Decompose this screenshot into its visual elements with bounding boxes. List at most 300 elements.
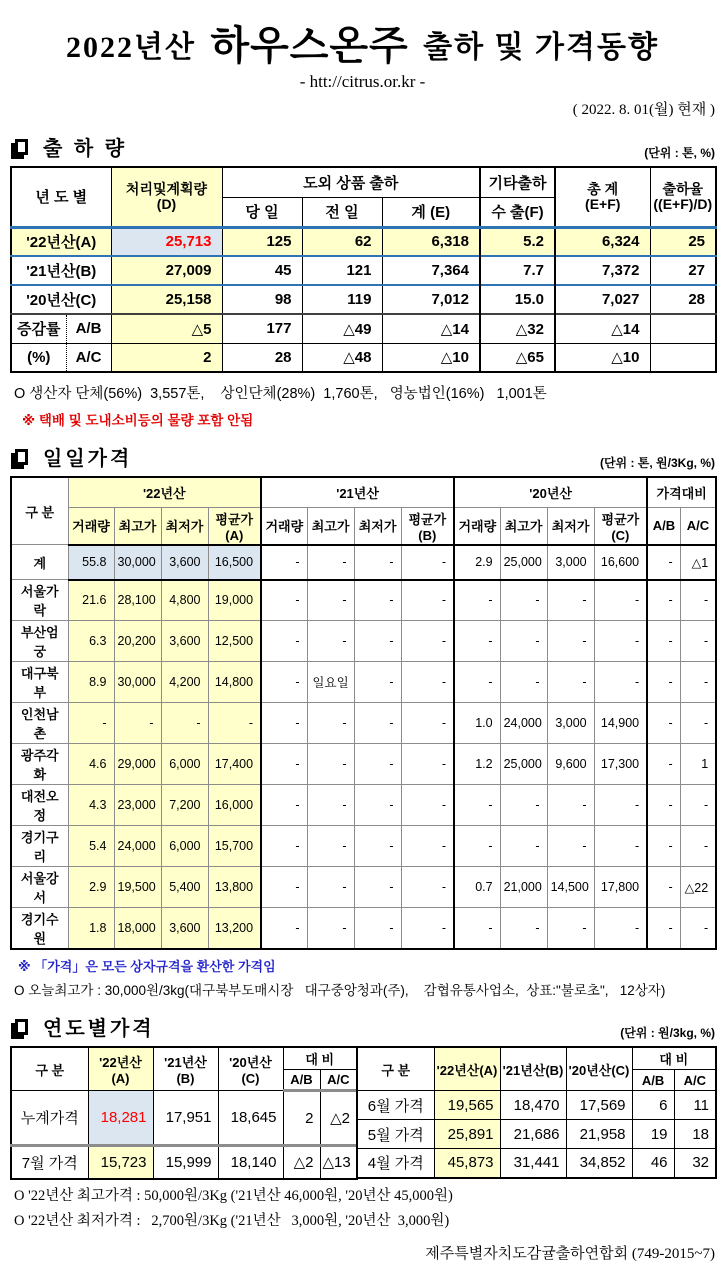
shipment-section-header [10,132,715,161]
cell: 30,000 [114,545,161,580]
cell: 2 [283,1091,320,1146]
row-label: 계 [11,545,68,580]
row-label: '22년산(A) [11,227,111,256]
daily-table-body [11,545,716,950]
cell: - [307,580,354,621]
col-today: 당 일 [222,197,302,227]
cell: - [594,785,647,826]
col-low-21: 최저가 [354,507,401,545]
daily-market-row [11,744,716,785]
cell: - [307,545,354,580]
col-2020: '20년산(C) [566,1047,632,1091]
cell: 15,700 [208,826,261,867]
cell: - [261,908,307,950]
cell: 2 [111,343,222,372]
row-sublabel: A/C [66,343,111,372]
group-2022: '22년산 [68,477,261,507]
col-rate-line1: 출하율 [662,181,704,198]
cell: - [500,662,547,703]
cell: - [680,703,716,744]
yearly-table-left [10,1046,358,1180]
cell: 32 [674,1149,716,1178]
producer-note: O 생산자 단체(56%) 3,557톤, 상인단체(28%) 1,760톤, 영농법인(16%) 1,001톤 [14,386,547,402]
daily-market-row [11,908,716,950]
cell: - [354,662,401,703]
row-label: '21년산(B) [11,256,111,285]
cell: 7.7 [480,256,555,285]
cell: 31,441 [500,1149,566,1178]
cell: - [307,703,354,744]
cell: 18,281 [88,1091,153,1146]
shipment-title-text: 출 하 량 [43,138,128,160]
cell: 17,300 [594,744,647,785]
row-april [357,1149,716,1178]
cell: - [547,826,594,867]
cell: 1.2 [454,744,500,785]
cell: - [307,826,354,867]
cell: - [401,785,454,826]
cell: - [647,703,680,744]
daily-total-row [11,545,716,580]
cell: 2.9 [454,545,500,580]
row-label: 5월 가격 [357,1120,434,1149]
col-total-line2: (E+F) [585,195,621,212]
cell: - [261,580,307,621]
cell: 6,318 [382,227,480,256]
cell: - [261,744,307,785]
shipment-row-2021 [11,256,716,285]
row-july [11,1146,357,1179]
cell: - [68,703,114,744]
cell: 119 [302,285,382,314]
col-total [555,167,650,227]
cell: - [547,908,594,950]
cell: 2.9 [68,867,114,908]
daily-market-row [11,785,716,826]
cell: 6,000 [161,826,208,867]
organization: 제주특별자치도감귤출하연합회 (749-2015~7) [425,1245,715,1262]
col-2021: '21년산(B) [500,1047,566,1091]
title-suffix: 출하 및 가격동향 [423,31,659,64]
max-price-note: O '22년산 최고가격 : 50,000원/3Kg ('21년산 46,000원, '20년산 45,000원) [14,1187,453,1204]
col-category: 구 분 [11,1047,88,1091]
row-label: '20년산(C) [11,285,111,314]
cell: 28 [650,285,716,314]
cell: 24,000 [500,703,547,744]
daily-market-row [11,826,716,867]
cell: 19,000 [208,580,261,621]
cell: 16,000 [208,785,261,826]
daily-market-row [11,621,716,662]
cell: 18,470 [500,1091,566,1120]
cell: - [307,621,354,662]
cell: - [594,908,647,950]
col-plan-line1: 처리및계획량 [125,181,208,198]
row-label: 경기구리 [11,826,68,867]
col-volume-20: 거래량 [454,507,500,545]
cell: 13,800 [208,867,261,908]
cell: 12,500 [208,621,261,662]
group-compare: 가격대비 [647,477,716,507]
cell: 4,200 [161,662,208,703]
row-label: 인천남촌 [11,703,68,744]
cell: 7,200 [161,785,208,826]
cell: △32 [480,314,555,343]
cell: - [401,621,454,662]
cell: - [401,867,454,908]
cell: - [354,785,401,826]
col-ab: A/B [647,507,680,545]
cell: - [261,621,307,662]
shipment-table [10,166,717,373]
cell: - [401,908,454,950]
cell: △22 [680,867,716,908]
cell: - [208,703,261,744]
col-ab: A/B [632,1070,674,1091]
cell: - [307,785,354,826]
col-2021: '21년산(B) [153,1047,218,1091]
cell: - [547,785,594,826]
min-price-note: O '22년산 최저가격 : 2,700원/3Kg ('21년산 3,000원, '20년산 3,000원) [14,1212,450,1229]
exclusion-note: ※ 택배 및 도내소비등의 물량 포함 안됨 [22,413,254,428]
cell: 29,000 [114,744,161,785]
yearly-unit: (단위 : 원/3kg, %) [620,1026,715,1040]
cell: 27 [650,256,716,285]
cell: 125 [222,227,302,256]
cell: 7,364 [382,256,480,285]
cell: △14 [382,314,480,343]
daily-section-title [10,442,132,471]
col-outbound-group: 도외 상품 출하 [222,167,480,197]
cell: 9,600 [547,744,594,785]
square-bullet-icon [15,139,28,155]
col-2020: '20년산(C) [218,1047,283,1091]
cell: - [261,785,307,826]
cell: 30,000 [114,662,161,703]
cell: 8.9 [68,662,114,703]
cell: - [500,826,547,867]
cell: △10 [555,343,650,372]
cell: 24,000 [114,826,161,867]
cell: 7,012 [382,285,480,314]
cell: 3,600 [161,621,208,662]
cell: 18,645 [218,1091,283,1146]
shipment-row-2020 [11,285,716,314]
cell: - [401,580,454,621]
cell: - [261,867,307,908]
col-2022: '22년산(A) [88,1047,153,1091]
row-label: 서울가락 [11,580,68,621]
cell: 13,200 [208,908,261,950]
col-sum: 계 (E) [382,197,480,227]
shipment-row-2022 [11,227,716,256]
row-label: 경기수원 [11,908,68,950]
shipment-unit: (단위 : 톤, %) [644,146,715,160]
cell: - [261,662,307,703]
cell: 25,713 [111,227,222,256]
row-label: 부산엄궁 [11,621,68,662]
cell: 17,951 [153,1091,218,1146]
cell: - [647,826,680,867]
col-rate [650,167,716,227]
col-market: 구 분 [11,477,68,545]
cell: 5.2 [480,227,555,256]
shipment-row-change-ac [11,343,716,372]
cell: - [500,580,547,621]
group-2020: '20년산 [454,477,647,507]
cell: - [594,662,647,703]
cell: 11 [674,1091,716,1120]
col-high-22: 최고가 [114,507,161,545]
cell: 21.6 [68,580,114,621]
cell: △49 [302,314,382,343]
cell: 28,100 [114,580,161,621]
col-etc: 기타출하 [480,167,555,197]
cell: - [680,621,716,662]
cell: 19,500 [114,867,161,908]
cell: △65 [480,343,555,372]
row-sublabel: A/B [66,314,111,343]
col-ac: A/C [674,1070,716,1091]
col-ac: A/C [680,507,716,545]
cell: 45 [222,256,302,285]
cell: 16,600 [594,545,647,580]
cell: 21,000 [500,867,547,908]
cell: - [500,621,547,662]
cell: - [354,580,401,621]
row-cumulative [11,1091,357,1146]
row-label: 4월 가격 [357,1149,434,1178]
cell: 28 [222,343,302,372]
cell: 45,873 [434,1149,500,1178]
yearly-section-title [10,1012,155,1041]
cell: 62 [302,227,382,256]
cell: - [261,703,307,744]
cell: 18,140 [218,1146,283,1179]
col-prevday: 전 일 [302,197,382,227]
cell: △2 [283,1146,320,1179]
daily-section-header [10,442,715,471]
cell: - [647,744,680,785]
cell: △48 [302,343,382,372]
today-high-note: O 오늘최고가 : 30,000원/3kg(대구북부도매시장 대구중앙청과(주), 감협유통사업소, 상표:"불로초", 12상자) [14,983,666,998]
col-high-20: 최고가 [500,507,547,545]
cell: 4.3 [68,785,114,826]
row-label: 서울강서 [11,867,68,908]
col-plan-line2: (D) [156,195,177,212]
yearly-section-header [10,1012,715,1041]
cell: - [401,662,454,703]
cell: - [307,867,354,908]
daily-price-table [10,476,717,950]
cell: - [500,908,547,950]
cell: 19,565 [434,1091,500,1120]
cell: 7,027 [555,285,650,314]
cell: - [454,908,500,950]
cell: 6 [632,1091,674,1120]
cell: 17,569 [566,1091,632,1120]
cell: 20,200 [114,621,161,662]
cell: - [354,744,401,785]
cell: 121 [302,256,382,285]
cell: - [454,621,500,662]
cell: 25 [650,227,716,256]
title-product: 하우스온주 [210,24,409,68]
daily-market-row [11,703,716,744]
cell: - [500,785,547,826]
cell: 4,800 [161,580,208,621]
cell: 34,852 [566,1149,632,1178]
cell: 14,500 [547,867,594,908]
cell: - [547,580,594,621]
cell: 5.4 [68,826,114,867]
cell: 3,600 [161,545,208,580]
col-high-21: 최고가 [307,507,354,545]
row-label: 증감률 [11,314,66,343]
cell: - [454,580,500,621]
cell: 14,900 [594,703,647,744]
row-june [357,1091,716,1120]
col-ac: A/C [320,1070,357,1091]
shipment-section-title [10,132,127,161]
daily-market-row [11,662,716,703]
cell: - [454,785,500,826]
cell: 3,600 [161,908,208,950]
square-bullet-icon [15,449,28,465]
daily-market-row [11,580,716,621]
cell: 4.6 [68,744,114,785]
yearly-title-text: 연도별가격 [43,1018,155,1040]
cell: - [354,867,401,908]
row-label: 6월 가격 [357,1091,434,1120]
col-low-20: 최저가 [547,507,594,545]
cell: 25,158 [111,285,222,314]
cell: - [594,580,647,621]
cell: 55.8 [68,545,114,580]
cell: 15,723 [88,1146,153,1179]
col-plan [111,167,222,227]
cell: - [594,621,647,662]
cell: - [354,826,401,867]
row-label: 7월 가격 [11,1146,88,1179]
cell: 6,000 [161,744,208,785]
cell: 21,958 [566,1120,632,1149]
cell: △13 [320,1146,357,1179]
col-avg-21: 평균가(B) [401,507,454,545]
cell: 98 [222,285,302,314]
cell: - [647,908,680,950]
cell: 일요일 [307,662,354,703]
cell: - [401,744,454,785]
cell: - [680,785,716,826]
cell [650,343,716,372]
cell: 25,000 [500,545,547,580]
cell: 16,500 [208,545,261,580]
cell: 25,000 [500,744,547,785]
cell: - [261,826,307,867]
cell: - [647,621,680,662]
cell: - [647,580,680,621]
title-year: 2022년산 [66,31,196,64]
cell: △10 [382,343,480,372]
cell: - [547,621,594,662]
row-may [357,1120,716,1149]
cell: △1 [680,545,716,580]
as-of-date: ( 2022. 8. 01(월) 현재 ) [572,102,715,118]
yearly-tables [10,1046,715,1180]
shipment-row-change-ab [11,314,716,343]
row-label: 대구북부 [11,662,68,703]
cell: - [354,703,401,744]
cell: - [354,908,401,950]
daily-unit: (단위 : 톤, 원/3Kg, %) [599,456,715,470]
cell: 0.7 [454,867,500,908]
col-rate-line2: ((E+F)/D) [653,195,713,212]
col-compare: 대 비 [632,1047,716,1070]
col-year: 년 도 별 [11,167,111,227]
row-label: 광주각화 [11,744,68,785]
site-url: - htt://citrus.or.kr - [299,72,426,91]
cell: △14 [555,314,650,343]
col-low-22: 최저가 [161,507,208,545]
cell: 1.8 [68,908,114,950]
cell: △2 [320,1091,357,1146]
cell: 19 [632,1120,674,1149]
cell: - [647,785,680,826]
col-total-line1: 총 계 [587,181,619,198]
col-ab: A/B [283,1070,320,1091]
cell: 3,000 [547,703,594,744]
cell [650,314,716,343]
cell: - [680,662,716,703]
cell: 14,800 [208,662,261,703]
row-label: (%) [11,343,66,372]
cell: - [401,545,454,580]
col-volume-21: 거래량 [261,507,307,545]
cell: - [161,703,208,744]
group-2021: '21년산 [261,477,454,507]
cell: 15,999 [153,1146,218,1179]
page-title [10,14,715,71]
col-2022: '22년산(A) [434,1047,500,1091]
yearly-table-right [356,1046,717,1179]
cell: - [594,826,647,867]
cell: - [307,908,354,950]
row-label: 대전오정 [11,785,68,826]
cell: 6.3 [68,621,114,662]
cell: - [354,621,401,662]
cell: - [680,826,716,867]
cell: - [680,580,716,621]
row-label: 누계가격 [11,1091,88,1146]
cell: 27,009 [111,256,222,285]
cell: - [401,826,454,867]
col-volume-22: 거래량 [68,507,114,545]
cell: 6,324 [555,227,650,256]
cell: 23,000 [114,785,161,826]
cell: - [454,662,500,703]
cell: 21,686 [500,1120,566,1149]
col-compare: 대 비 [283,1047,357,1070]
cell: - [547,662,594,703]
cell: - [401,703,454,744]
cell: - [261,545,307,580]
daily-title-text: 일일가격 [43,448,133,470]
cell: 46 [632,1149,674,1178]
col-avg-20: 평균가(C) [594,507,647,545]
col-avg-22: 평균가(A) [208,507,261,545]
cell: - [680,908,716,950]
